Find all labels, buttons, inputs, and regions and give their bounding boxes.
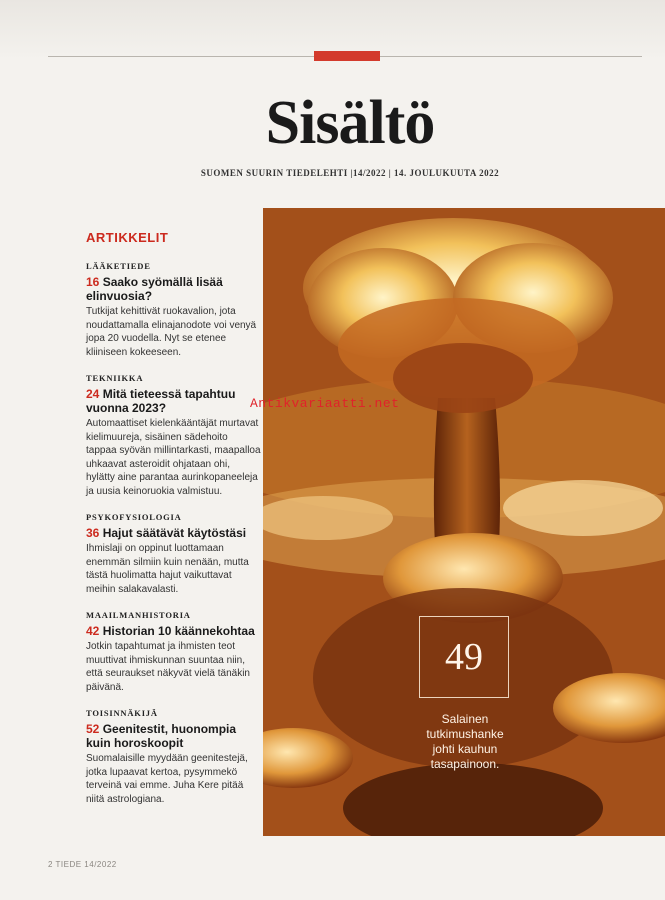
article-headline[interactable] xyxy=(86,387,261,415)
article-description: Tutkijat kehittivät ruokavalion, jota noudattamalla elinajanodote voi venyä jopa 20 vuodella. Nyt se etenee kliiniseen kokeeseen. xyxy=(86,306,257,358)
article-description: Automaattiset kielenkääntäjät murtavat kielimuureja, sisäinen sädehoito tappaa syövän millintarkasti, maapalloa uhkaavat asteroidit ohjataan ohi, hylätty aine parantaa aurinkopaneeleja ja uusia keinoruokia valmistuu. xyxy=(86,418,261,497)
magazine-subtitle: SUOMEN SUURIN TIEDELEHTI |14/2022 | 14. JOULUKUUTA 2022 xyxy=(200,168,500,178)
article-title: Mitä tieteessä tapahtuu vuonna 2023? xyxy=(86,387,236,415)
article-headline[interactable] xyxy=(86,275,261,303)
article-title: Geenitestit, huonompia kuin horoskoopit xyxy=(86,722,237,750)
article-description: Jotkin tapahtumat ja ihmisten teot muuttivat ihmiskunnan suuntaa niin, että seuraukset näkyvät vielä tänäkin päivänä. xyxy=(86,641,250,693)
article-item[interactable] xyxy=(86,610,261,694)
article-category: TOISINNÄKIJÄ xyxy=(86,708,158,718)
article-headline[interactable] xyxy=(86,526,261,540)
article-title: Saako syömällä lisää elinvuosia? xyxy=(86,275,223,303)
article-category: MAAILMANHISTORIA xyxy=(86,610,191,620)
article-category: PSYKOFYSIOLOGIA xyxy=(86,512,182,522)
article-category: TEKNIIKKA xyxy=(86,373,144,383)
page-number: 52 xyxy=(86,722,100,736)
article-category: LÄÄKETIEDE xyxy=(86,261,151,271)
feature-caption: Salainen tutkimushanke johti kauhun tasapainoon. xyxy=(426,712,504,771)
page-number: 42 xyxy=(86,624,100,638)
article-item[interactable] xyxy=(86,373,261,498)
feature-page-number: 49 xyxy=(445,636,483,678)
article-title: Historian 10 käännekohtaa xyxy=(102,624,255,638)
article-item[interactable] xyxy=(86,708,261,806)
section-heading: ARTIKKELIT xyxy=(86,230,169,245)
article-column xyxy=(86,230,261,820)
page-number: 16 xyxy=(86,275,100,289)
feature-number-box[interactable] xyxy=(419,616,509,698)
article-title: Hajut säätävät käytöstäsi xyxy=(102,526,247,540)
page-number: 36 xyxy=(86,526,100,540)
page-number: 24 xyxy=(86,387,100,401)
article-item[interactable] xyxy=(86,261,261,359)
article-item[interactable] xyxy=(86,512,261,596)
page-title: Sisältö xyxy=(265,89,435,157)
article-headline[interactable] xyxy=(86,624,261,638)
watermark: Antikvariaatti.net xyxy=(250,396,400,411)
article-description: Ihmislaji on oppinut luottamaan enemmän silmiin kuin nenään, mutta tästä huolimatta hajut vaikuttavat meihin salakavalasti. xyxy=(86,543,249,595)
article-description: Suomalaisille myydään geenitestejä, jotka lupaavat kertoa, pysymmekö terveinä vai emme. Juha Kere pitää niitä astrologiana. xyxy=(86,753,248,805)
page-footer: 2 TIEDE 14/2022 xyxy=(48,860,117,869)
red-accent-bar xyxy=(314,51,380,61)
article-headline[interactable] xyxy=(86,722,261,750)
